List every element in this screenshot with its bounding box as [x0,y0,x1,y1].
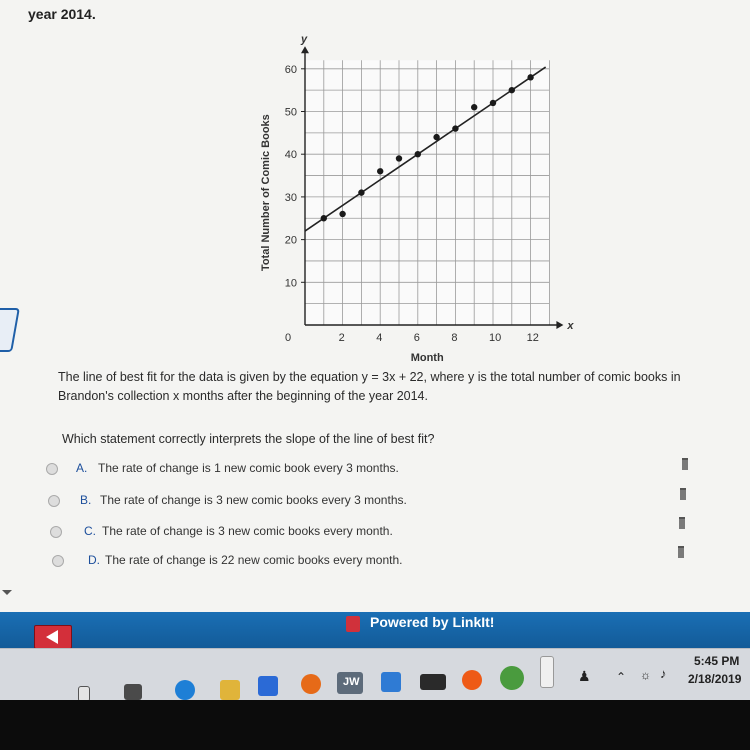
y-tick-label: 40 [284,149,297,162]
data-point [339,211,345,217]
store-icon[interactable] [258,676,278,696]
option-letter: C. [84,524,96,538]
monitor-bezel [0,700,750,750]
data-point [433,134,439,140]
data-point [415,151,421,157]
option-letter: D. [88,553,100,567]
y-tick-label: 20 [284,234,297,247]
linkit-logo-icon [346,616,360,632]
y-tick-label: 30 [284,191,297,204]
data-point [527,74,533,80]
radio-button-c[interactable] [50,526,62,538]
arrow-left-icon [46,630,58,644]
firefox-icon[interactable] [301,674,321,694]
x-tick-label: 0 [285,332,292,344]
data-point [396,155,402,161]
radio-button-b[interactable] [48,495,60,507]
app-icon-orange[interactable] [462,670,482,690]
option-letter: A. [76,461,88,475]
answer-option-b[interactable] [48,493,468,511]
data-point [452,125,458,131]
x-tick-label: 2 [338,332,345,344]
option-text: The rate of change is 3 new comic books every 3 months. [100,493,407,507]
eliminate-a-icon[interactable] [682,458,688,470]
plot-area [305,60,549,325]
radio-button-d[interactable] [52,555,64,567]
windows-taskbar [0,648,750,701]
radio-button-a[interactable] [46,463,58,475]
volume-icon[interactable]: ♪ [660,666,667,681]
answer-option-a[interactable] [46,461,466,479]
data-point [377,168,383,174]
x-tick-label: 4 [376,332,383,344]
back-button[interactable] [34,625,72,649]
mail-icon[interactable] [420,674,446,690]
side-panel-tab[interactable] [0,308,20,352]
problem-paragraph: The line of best fit for the data is given by the equation y = 3x + 22, where y is the total number of comic books in Brandon's collection x months after the beginning of the year 2014. [58,370,681,403]
y-axis-arrow [301,46,309,53]
x-axis-letter: x [567,320,574,332]
answer-option-c[interactable] [50,524,470,542]
clock-time[interactable]: 5:45 PM [694,654,740,668]
eliminate-d-icon[interactable] [678,546,684,558]
powered-by-text: Powered by LinkIt! [370,614,495,630]
jw-app-icon[interactable] [337,672,363,694]
data-point [321,215,327,221]
chrome-icon[interactable] [500,666,524,690]
task-view-icon[interactable] [124,684,142,700]
people-icon[interactable]: ♟ [578,668,591,684]
eliminate-b-icon[interactable] [680,488,686,500]
show-hidden-icons-icon[interactable]: ⌃ [616,670,627,684]
x-tick-label: 12 [526,332,539,344]
taskbar-scroll-icon[interactable] [540,656,554,688]
x-tick-label: 8 [451,332,458,344]
edge-browser-icon[interactable] [175,680,195,700]
notes-app-icon[interactable] [381,672,401,692]
jw-label: JW [343,676,360,688]
file-explorer-icon[interactable] [220,680,240,700]
option-text: The rate of change is 1 new comic book every 3 months. [98,461,399,475]
clock-date[interactable]: 2/18/2019 [688,672,742,686]
x-tick-label: 6 [413,332,420,344]
option-text: The rate of change is 3 new comic books every month. [102,524,393,538]
answer-option-d[interactable] [52,553,472,571]
y-axis-label: Total Number of Comic Books [260,114,272,272]
x-axis-label: Month [410,352,444,364]
scroll-down-icon[interactable] [2,590,12,595]
eliminate-c-icon[interactable] [679,517,685,529]
x-axis-arrow [556,321,563,329]
data-point [509,87,515,93]
y-tick-label: 10 [284,277,297,290]
x-tick-label: 10 [489,332,502,344]
y-axis-letter: y [301,33,308,46]
data-point [358,189,364,195]
option-text: The rate of change is 22 new comic books every month. [105,553,403,567]
scatter-chart [250,25,574,370]
option-letter: B. [80,493,92,507]
data-point [471,104,477,110]
intro-text: year 2014. [28,6,96,22]
y-tick-label: 60 [284,63,297,76]
data-point [490,100,496,106]
y-tick-label: 50 [284,106,297,119]
question-text: Which statement correctly interprets the slope of the line of best fit? [62,432,435,446]
network-icon[interactable]: ☼ [640,668,651,682]
